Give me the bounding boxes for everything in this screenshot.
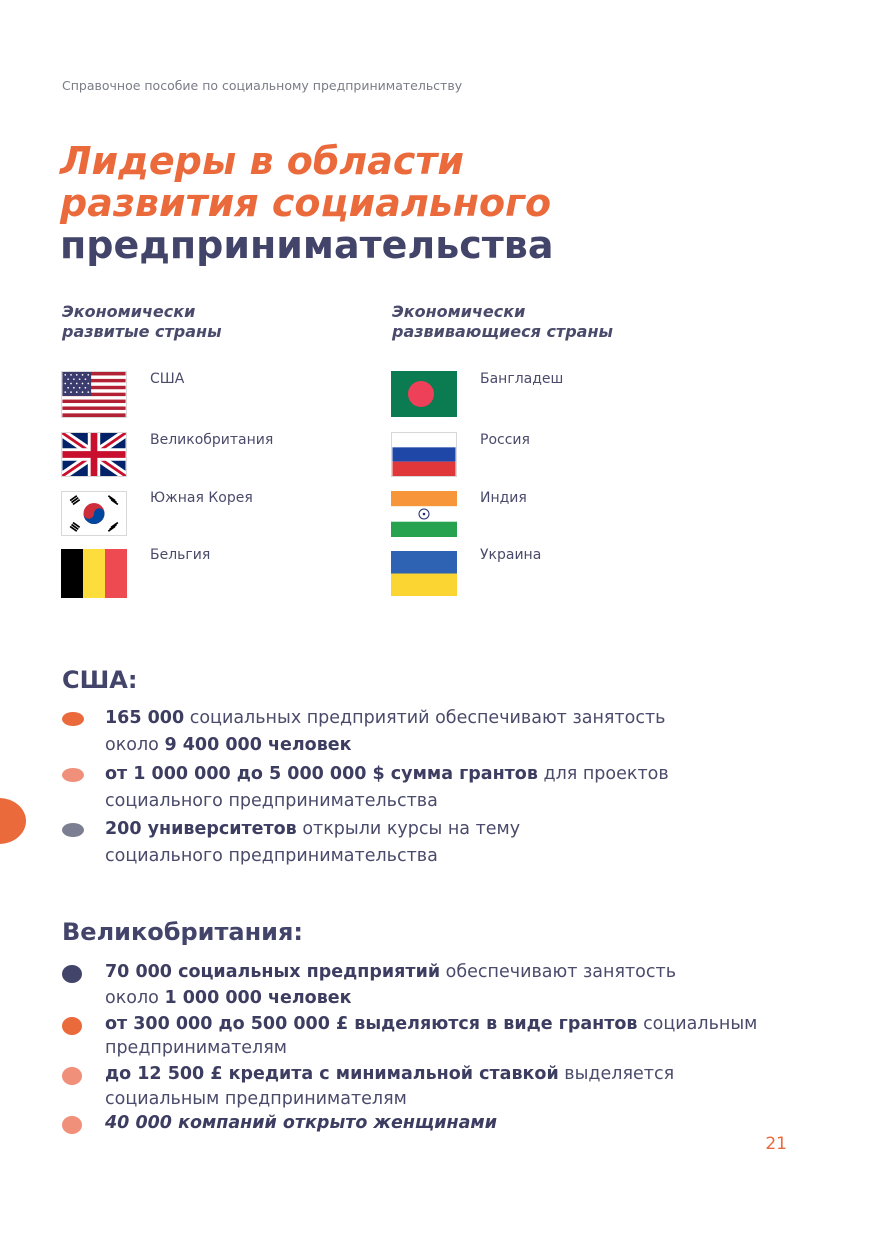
usa-bullet-1-line1 [105, 705, 665, 732]
country-uk: Великобритания [150, 432, 274, 448]
uk-text: около [105, 988, 165, 1008]
developed-heading-line2: развитые страны [62, 322, 222, 341]
usa-text: открыли курсы на тему [296, 819, 521, 839]
usa-stat-grants: от 1 000 000 до 5 000 000 $ сумма грантов [105, 764, 538, 784]
bangladesh-flag-icon [391, 371, 457, 417]
usa-bullet-3-line2: социального предпринимательства [105, 846, 438, 866]
bullet-dot-icon [62, 965, 82, 983]
uk-stat-people: 1 000 000 человек [164, 988, 352, 1008]
usa-bullet-3 [62, 816, 802, 871]
country-bangladesh: Бангладеш [480, 371, 564, 387]
bullet-dot-icon [62, 1067, 82, 1085]
russia-flag-icon [391, 432, 457, 477]
usa-flag-icon [61, 371, 127, 418]
usa-bullet-1-line2 [105, 732, 352, 759]
country-south-korea: Южная Корея [150, 490, 253, 506]
uk-bullet-4-line1 [105, 1110, 497, 1137]
india-flag-icon [391, 491, 457, 537]
usa-section-title: США: [62, 666, 138, 694]
south-korea-flag-icon [61, 491, 127, 536]
uk-text: социальным [637, 1014, 758, 1034]
uk-bullet-3 [62, 1061, 802, 1116]
uk-section-title: Великобритания: [62, 918, 304, 946]
page-number: 21 [765, 1134, 787, 1154]
usa-text: для проектов [537, 764, 669, 784]
uk-stat-grants: от 300 000 до 500 000 £ выделяются в виде грантов [105, 1014, 638, 1034]
country-belgium: Бельгия [150, 547, 211, 563]
country-ukraine: Украина [480, 547, 542, 563]
bullet-dot-icon [62, 712, 84, 726]
uk-bullet-2 [62, 1011, 802, 1066]
uk-text: обеспечивают занятость [440, 962, 677, 982]
uk-bullet-4 [62, 1110, 802, 1140]
usa-bullet-1 [62, 705, 802, 760]
uk-bullet-2-line2: предпринимателям [105, 1038, 287, 1058]
usa-text: социальных предприятий обеспечивают занятость [184, 708, 666, 728]
uk-text: выделяется [558, 1064, 675, 1084]
developing-heading-line2: развивающиеся страны [392, 322, 613, 341]
usa-stat-people: 9 400 000 человек [164, 735, 352, 755]
title-line-1: Лидеры в области [60, 139, 465, 183]
uk-bullet-2-line1 [105, 1011, 757, 1038]
bullet-dot-icon [62, 1116, 82, 1134]
uk-stat-credit: до 12 500 £ кредита с минимальной ставкой [105, 1064, 559, 1084]
uk-bullet-1-line1 [105, 959, 676, 986]
belgium-flag-icon [61, 549, 127, 598]
country-usa: США [150, 371, 185, 387]
uk-bullet-3-line2: социальным предпринимателям [105, 1089, 407, 1109]
uk-stat-enterprises: 70 000 социальных предприятий [105, 962, 441, 982]
usa-stat-universities: 200 университетов [105, 819, 297, 839]
title-line-2: развития социального [60, 181, 552, 225]
developed-heading [62, 302, 222, 342]
developing-heading-line1: Экономически [392, 302, 526, 321]
country-india: Индия [480, 490, 527, 506]
bullet-dot-icon [62, 823, 84, 837]
developed-heading-line1: Экономически [62, 302, 196, 321]
usa-stat-enterprises: 165 000 [105, 708, 185, 728]
uk-bullet-3-line1 [105, 1061, 674, 1088]
uk-stat-women: 40 000 компаний открыто женщинами [105, 1113, 497, 1133]
usa-bullet-2 [62, 761, 802, 816]
country-russia: Россия [480, 432, 530, 448]
title-line-3: предпринимательства [60, 223, 554, 267]
developing-heading [392, 302, 613, 342]
usa-bullet-2-line1 [105, 761, 669, 788]
usa-bullet-2-line2: социального предпринимательства [105, 791, 438, 811]
bullet-dot-icon [62, 768, 84, 782]
uk-bullet-1 [62, 959, 802, 1014]
usa-text: около [105, 735, 165, 755]
bullet-dot-icon [62, 1017, 82, 1035]
running-header: Справочное пособие по социальному предпринимательству [62, 78, 463, 93]
decorative-blob-icon [0, 798, 26, 844]
uk-flag-icon [61, 432, 127, 477]
page-title [60, 140, 553, 266]
usa-bullet-3-line1 [105, 816, 520, 843]
uk-bullet-1-line2 [105, 985, 352, 1012]
ukraine-flag-icon [391, 551, 457, 596]
